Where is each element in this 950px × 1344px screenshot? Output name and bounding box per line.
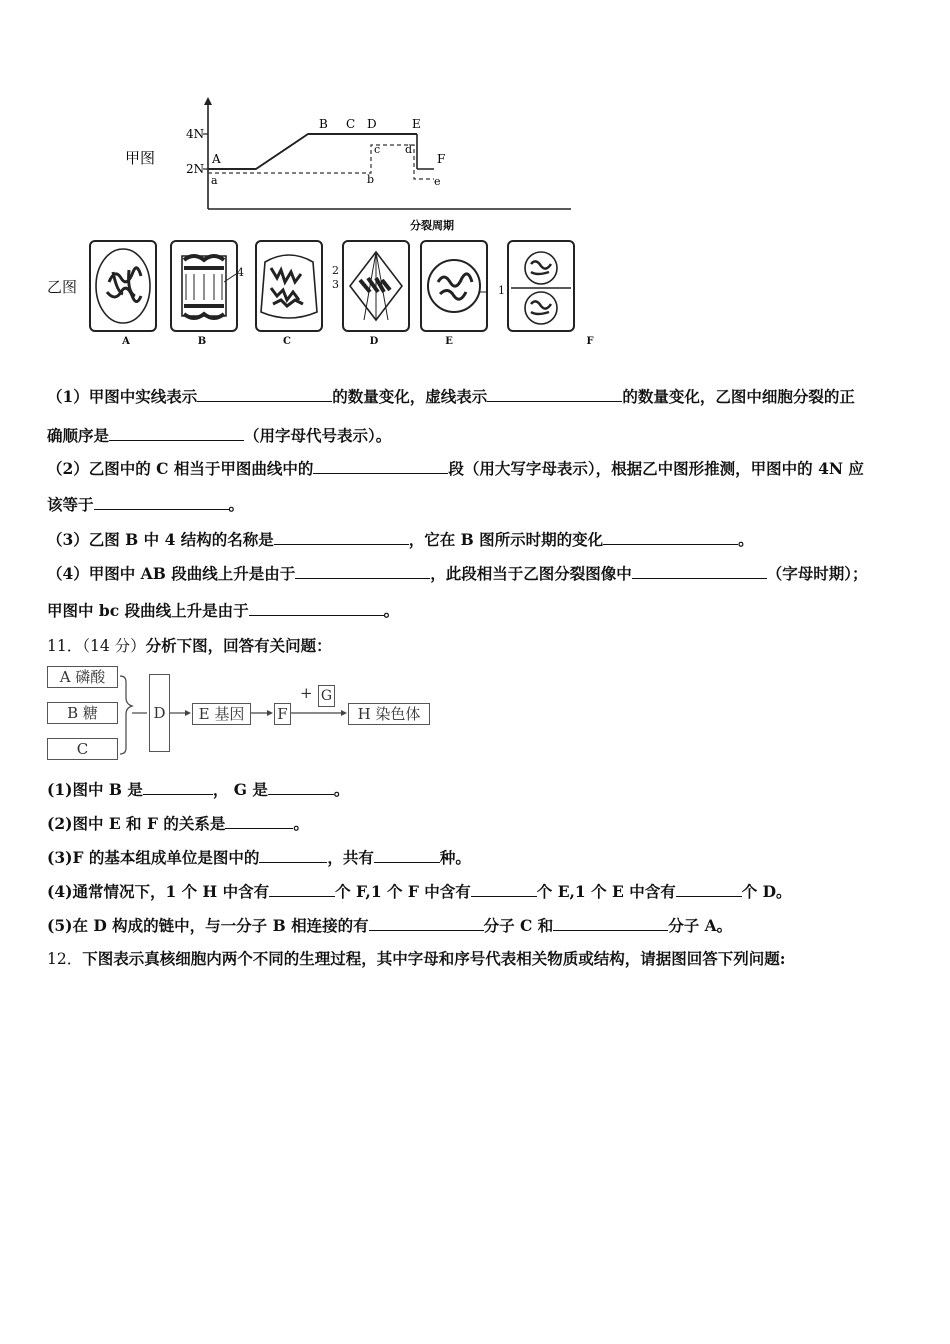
callout-2: 2 [332,264,339,277]
tick-2n: 2N [186,162,205,176]
q10-p3: （3）乙图 B 中 4 结构的名称是 ，它在 B 图所示时期的变化 。 [47,530,754,549]
blank-q11-9[interactable] [369,916,484,931]
blank-q10-3[interactable] [109,426,244,441]
q11-s2: (2)图中 E 和 F 的关系是 。 [47,814,309,833]
jia-graph [45,97,577,247]
blank-q11-2[interactable] [268,780,334,795]
cell-D [342,240,410,332]
q10-p1-line1: （1）甲图中实线表示 的数量变化，虚线表示 的数量变化，乙图中细胞分裂的正 [47,387,855,406]
q11-s3: (3)F 的基本组成单位是图中的 ，共有 种。 [47,848,471,867]
callout-3: 3 [332,278,339,291]
blank-q11-1[interactable] [143,780,213,795]
point-c: c [374,143,381,156]
blank-q10-10[interactable] [249,601,384,616]
box-g: G [318,685,335,707]
blank-q11-6[interactable] [269,882,335,897]
solid-complete-curve [208,134,417,169]
point-D: D [367,117,377,131]
cell-C [255,240,323,332]
cell-F-caption: F [586,336,594,347]
blank-q10-1[interactable] [197,387,332,402]
point-b: b [367,173,375,186]
blank-q11-8[interactable] [676,882,742,897]
solid-curve [208,134,417,169]
cell-E-caption: E [445,336,453,347]
blank-q11-5[interactable] [374,848,440,863]
figure-yi [45,236,594,352]
q11-s4: (4)通常情况下，1 个 H 中含有 个 F,1 个 F 中含有 个 E,1 个 E 中含有 个 D。 [47,882,792,901]
blank-q10-4[interactable] [313,459,448,474]
blank-q11-4[interactable] [259,848,327,863]
box-a: A 磷酸 [47,666,118,688]
cell-C-caption: C [283,336,291,347]
callout-1: 1 [498,284,505,297]
point-E: E [412,117,421,131]
point-B: B [319,117,328,131]
blank-q11-7[interactable] [471,882,537,897]
blank-q10-7[interactable] [603,530,738,545]
q10-p4-line2: 甲图中 bc 段曲线上升是由于 。 [47,601,400,620]
cell-A-caption: A [122,336,130,347]
blank-q11-10[interactable] [553,916,668,931]
cell-B-caption: B [197,336,207,347]
tick-4n: 4N [186,127,205,141]
box-e: E 基因 [192,703,251,725]
q10-p4-line1: （4）甲图中 AB 段曲线上升是由于 ，此段相当于乙图分裂图像中 （字母时期）； [47,564,868,583]
blank-q10-2[interactable] [487,387,622,402]
q10-p2-line1: （2）乙图中的 C 相当于甲图曲线中的 段（用大写字母表示），根据乙中图形推测，甲图中的 4N 应 [47,459,864,478]
jia-label: 甲图 [125,149,156,167]
cell-B [170,240,238,332]
dashed-curve [208,145,434,179]
solid-curve-main [208,134,415,169]
box-c: C [47,738,118,760]
yi-label: 乙图 [47,278,78,296]
plus-g: + [300,684,313,702]
solid-line-full [208,134,417,169]
box-b: B 糖 [47,702,118,724]
box-f: F [274,703,291,725]
point-A: A [212,152,221,166]
cell-F [507,240,575,332]
q11-diagram [45,664,435,766]
cell-A [89,240,157,332]
x-axis-label: 分裂周期 [410,219,454,232]
cell-D-caption: D [369,336,379,347]
blank-q11-3[interactable] [225,814,293,829]
point-a: a [211,174,218,187]
point-C: C [346,117,356,131]
point-d: d [405,143,413,156]
q10-p2-line2: 该等于 。 [47,495,245,514]
point-F: F [437,152,446,166]
callout-4: 4 [237,266,244,279]
q10-p1-line2: 确顺序是 （用字母代号表示）。 [47,426,392,445]
q11-s1: (1)图中 B 是 ， G 是 。 [47,780,350,799]
q11-stem: 11．（14 分）分析下图，回答有关问题： [47,636,332,655]
blank-q10-6[interactable] [274,530,409,545]
solid-full-curve [208,134,417,169]
blank-q10-5[interactable] [94,495,229,510]
box-h: H 染色体 [348,703,430,725]
q12-stem: 12．下图表示真核细胞内两个不同的生理过程，其中字母和序号代表相关物质或结构，请据图回答下列问题: [47,949,786,968]
blank-q10-8[interactable] [295,564,430,579]
solid-curve-complete [208,134,417,169]
box-d: D [149,674,170,752]
y-axis-arrow [204,97,212,105]
point-e: e [434,175,441,188]
q11-s5: (5)在 D 构成的链中，与一分子 B 相连接的有 分子 C 和 分子 A。 [47,916,733,935]
blank-q10-9[interactable] [632,564,767,579]
figure-jia [45,97,577,247]
cell-E [420,240,488,332]
